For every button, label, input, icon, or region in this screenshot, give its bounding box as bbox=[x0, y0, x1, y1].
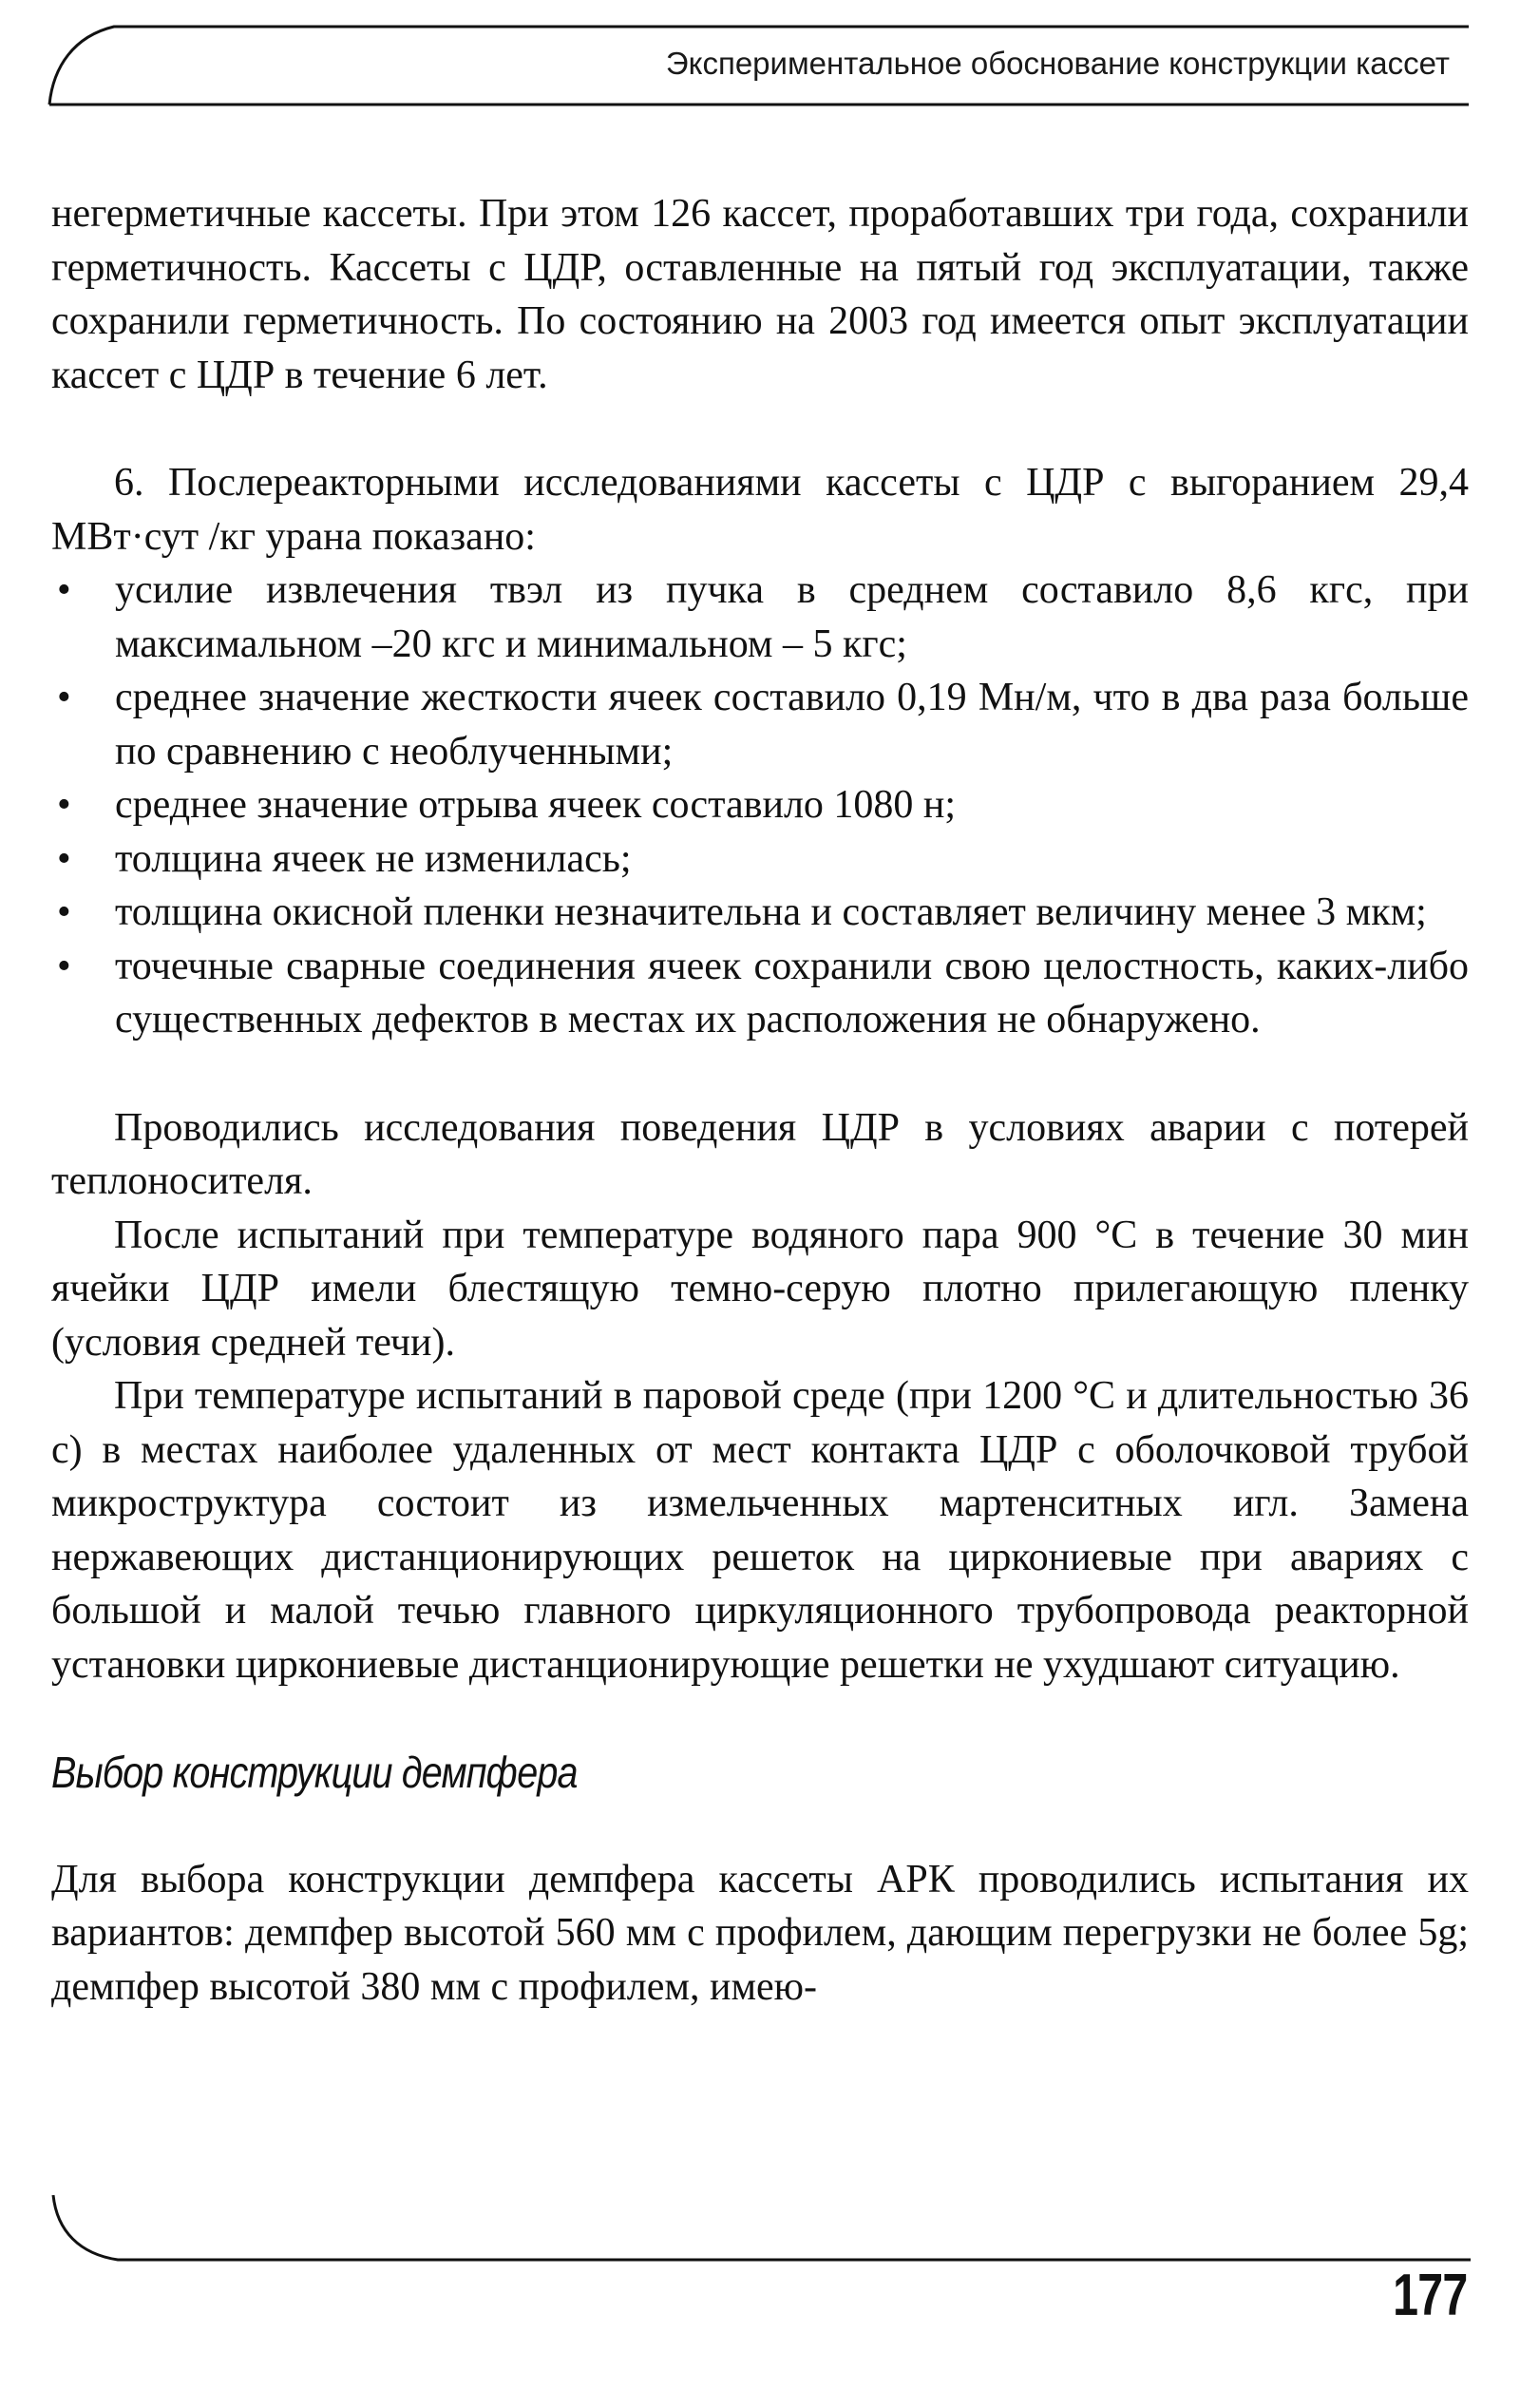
list-item: • среднее значение отрыва ячеек составило 1080 н; bbox=[51, 778, 1469, 832]
section-heading: Выбор конструкции демпфера bbox=[51, 1748, 578, 1797]
list-item: • толщина ячеек не изменилась; bbox=[51, 832, 1469, 887]
paragraph: После испытаний при температуре водяного пара 900 °С в течение 30 мин ячейки ЦДР имели блестящую темно-серую плотно прилегающую пленку (условия средней течи). bbox=[51, 1213, 1469, 1365]
footer-rule bbox=[53, 2195, 1471, 2260]
paragraph: При температуре испытаний в паровой среде (при 1200 °С и длительностью 36 с) в местах наиболее удаленных от мест контакта ЦДР с оболочковой трубой микроструктура состоит из измельченных мартенситных игл. Замена нержавеющих дистанционирующих решеток на циркониевые при авариях с большой и малой течью главного циркуляционного трубопровода реакторной установки циркониевые дистанционирующие решетки не ухудшают ситуацию. bbox=[51, 1374, 1469, 1687]
page-number: 177 bbox=[1392, 2263, 1467, 2328]
list-item: • толщина окисной пленки незначительна и составляет величину менее 3 мкм; bbox=[51, 886, 1469, 940]
list-item: • точечные сварные соединения ячеек сохранили свою целостность, каких-либо существенных дефектов в местах их расположения не обнаружено. bbox=[51, 940, 1469, 1047]
paragraph: Проводились исследования поведения ЦДР в условиях аварии с потерей теплоносителя. bbox=[51, 1105, 1469, 1203]
list-item: • усилие извлечения твэл из пучка в среднем составило 8,6 кгс, при максимальном –20 кгс и минимальном – 5 кгс; bbox=[51, 564, 1469, 671]
paragraph: Для выбора конструкции демпфера кассеты АРК проводились испытания их вариантов: демпфер высотой 560 мм с профилем, дающим перегрузки не более 5g; демпфер высотой 380 мм с профилем, имею- bbox=[51, 1857, 1469, 2009]
list-item: • среднее значение жесткости ячеек составило 0,19 Мн/м, что в два раза больше по сравнению с необлученными; bbox=[51, 671, 1469, 778]
findings-list bbox=[51, 564, 1469, 1047]
paragraph: негерметичные кассеты. При этом 126 кассет, проработавших три года, сохранили герметичность. Кассеты с ЦДР, оставленные на пятый год эксплуатации, также сохранили герметичность. По состоянию на 2003 год имеется опыт эксплуатации кассет с ЦДР в течение 6 лет. bbox=[51, 192, 1469, 397]
page-body bbox=[51, 187, 1469, 2014]
paragraph: 6. Послереакторными исследованиями кассеты с ЦДР с выгоранием 29,4 МВт·сут /кг урана показано: bbox=[51, 461, 1469, 559]
running-title: Экспериментальное обоснование конструкции кассет bbox=[665, 46, 1450, 81]
